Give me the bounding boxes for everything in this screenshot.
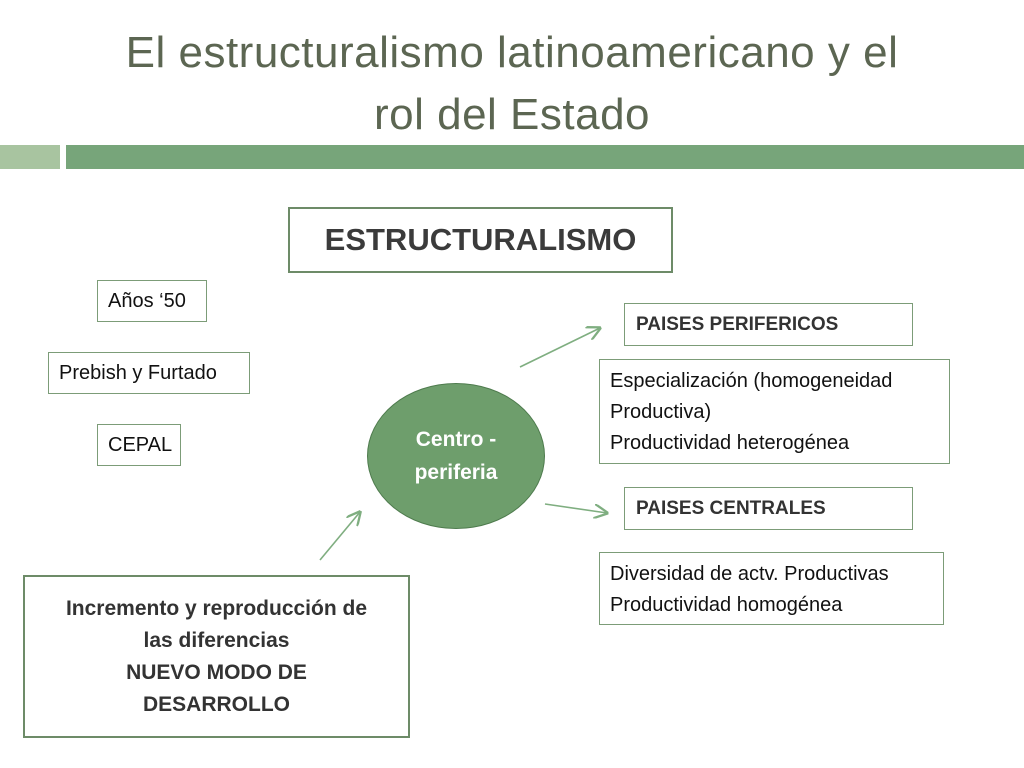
centro-periferia-line-1: Centro - <box>415 428 497 451</box>
perifericos-detail-3: Productividad heterogénea <box>610 432 850 454</box>
incremento-line-3: NUEVO MODO DE <box>126 660 307 684</box>
arrow-to-centro-periferia <box>320 512 360 560</box>
estructuralismo-box: ESTRUCTURALISMO <box>288 207 673 273</box>
perifericos-detail-2: Productiva) <box>610 401 712 423</box>
incremento-line-2: las diferencias <box>143 628 290 652</box>
slide-title <box>40 22 984 146</box>
perifericos-detail-1: Especialización (homogeneidad <box>610 370 893 392</box>
title-band-left <box>0 145 60 169</box>
slide-title-line-2: rol del Estado <box>373 90 651 139</box>
cepal-box: CEPAL <box>97 424 181 466</box>
centrales-details-box <box>599 552 944 625</box>
incremento-line-4: DESARROLLO <box>143 692 290 716</box>
centrales-detail-2: Productividad homogénea <box>610 594 843 616</box>
incremento-line-1: Incremento y reproducción de <box>65 596 368 620</box>
arrow-to-perifericos <box>520 328 600 367</box>
slide-title-line-1: El estructuralismo latinoamericano y el <box>125 28 899 77</box>
centrales-detail-1: Diversidad de actv. Productivas <box>610 563 889 585</box>
perifericos-details-box <box>599 359 950 464</box>
title-band-right <box>66 145 1024 169</box>
anos-50-box: Años ‘50 <box>97 280 207 322</box>
arrow-to-centrales <box>545 504 607 513</box>
incremento-box <box>23 575 410 738</box>
prebish-furtado-box: Prebish y Furtado <box>48 352 250 394</box>
centro-periferia-line-2: periferia <box>414 461 498 484</box>
paises-centrales-box: PAISES CENTRALES <box>624 487 913 530</box>
paises-perifericos-box: PAISES PERIFERICOS <box>624 303 913 346</box>
centro-periferia-node <box>367 383 545 529</box>
